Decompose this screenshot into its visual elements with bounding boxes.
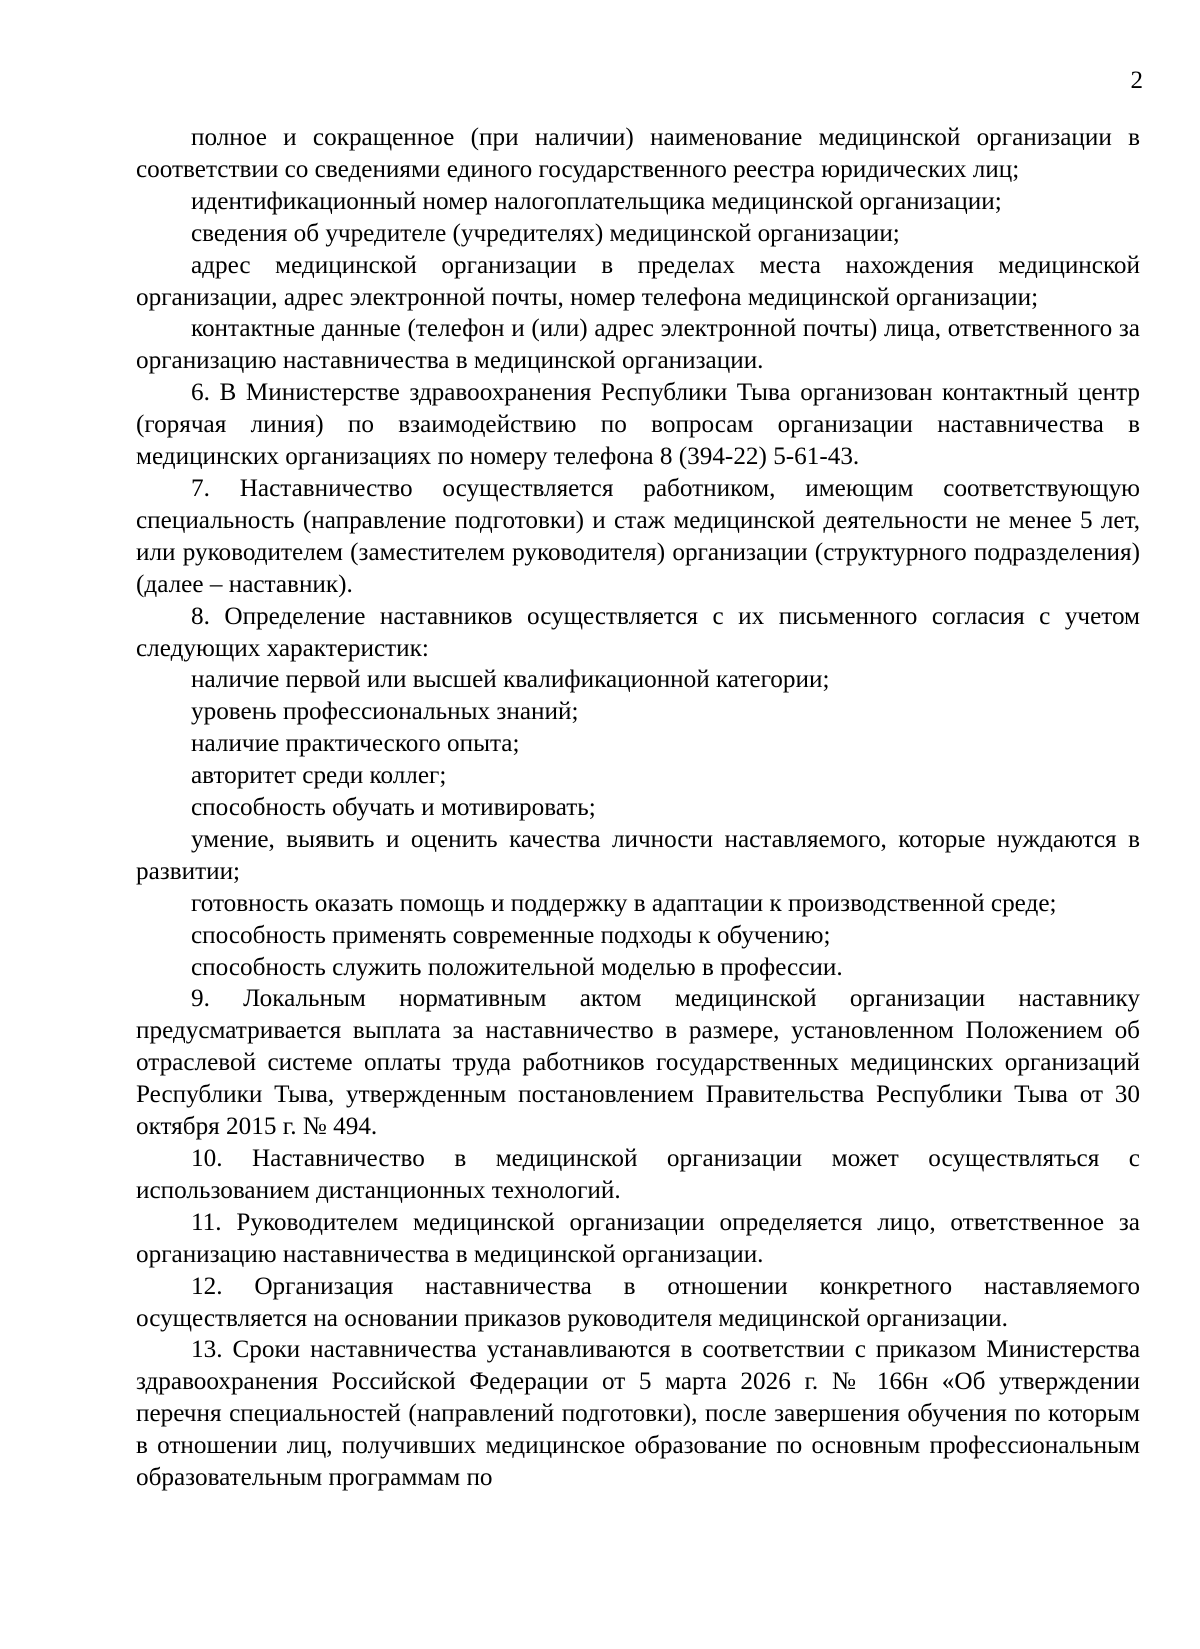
paragraph-item-9: 9. Локальным нормативным актом медицинской организации наставнику предусматривается выплата за наставничество в размере, установленном Положением об отраслевой системе оплаты труда работников государственных медицинских организаций Республики Тыва, утвержденным постановлением Правительства Республики Тыва от 30 октября 2015 г. № 494. xyxy=(136,985,1140,1141)
paragraph-contacts: контактные данные (телефон и (или) адрес электронной почты) лица, ответственного за организацию наставничества в медицинской организации. xyxy=(136,315,1140,375)
paragraph-inn: идентификационный номер налогоплательщика медицинской организации; xyxy=(191,187,1002,215)
paragraph-org-name: полное и сокращенное (при наличии) наименование медицинской организации в соответствии со сведениями единого государственного реестра юридических лиц; xyxy=(136,124,1140,183)
paragraph-address: адрес медицинской организации в пределах места нахождения медицинской организации, адрес электронной почты, номер телефона медицинской организации; xyxy=(136,251,1140,311)
paragraph-item-11: 11. Руководителем медицинской организации определяется лицо, ответственное за организацию наставничества в медицинской организации. xyxy=(136,1208,1140,1268)
list-item-teaching: способность обучать и мотивировать; xyxy=(191,794,596,822)
list-item-knowledge: уровень профессиональных знаний; xyxy=(191,698,579,726)
list-item-support: готовность оказать помощь и поддержку в адаптации к производственной среде; xyxy=(191,889,1057,917)
paragraph-item-7: 7. Наставничество осуществляется работником, имеющим соответствующую специальность (направление подготовки) и стаж медицинской деятельности не менее 5 лет, или руководителем (заместителем руководителя) организации (структурного подразделения) (далее – наставник). xyxy=(136,474,1140,598)
document-body xyxy=(136,122,1140,1494)
paragraph-item-6: 6. В Министерстве здравоохранения Республики Тыва организован контактный центр (горячая линия) по взаимодействию по вопросам организации наставничества в медицинских организациях по номеру телефона 8 (394-22) 5-61-43. xyxy=(136,379,1140,471)
list-item-role-model: способность служить положительной моделью в профессии. xyxy=(191,953,843,981)
list-item-category: наличие первой или высшей квалификационной категории; xyxy=(191,666,830,694)
paragraph-item-10: 10. Наставничество в медицинской организации может осуществляться с использованием дистанционных технологий. xyxy=(136,1145,1140,1204)
paragraph-founders: сведения об учредителе (учредителях) медицинской организации; xyxy=(191,219,900,247)
paragraph-item-8: 8. Определение наставников осуществляется с их письменного согласия с учетом следующих характеристик: xyxy=(136,602,1140,662)
page-number: 2 xyxy=(1130,67,1143,94)
list-item-modern-approaches: способность применять современные подходы к обучению; xyxy=(191,921,831,949)
paragraph-item-13: 13. Сроки наставничества устанавливаются в соответствии с приказом Министерства здравоохранения Российской Федерации от 5 марта 2026 г. № 166н «Об утверждении перечня специальностей (направлений подготовки), после завершения обучения по которым в отношении лиц, получивших медицинское образование по основным профессиональным образовательным программам по xyxy=(136,1336,1140,1492)
paragraph-item-12: 12. Организация наставничества в отношении конкретного наставляемого осуществляется на основании приказов руководителя медицинской организации. xyxy=(136,1272,1140,1332)
list-item-authority: авторитет среди коллег; xyxy=(191,762,447,790)
list-item-assessment: умение, выявить и оценить качества личности наставляемого, которые нуждаются в развитии; xyxy=(136,825,1140,885)
list-item-experience: наличие практического опыта; xyxy=(191,730,520,758)
